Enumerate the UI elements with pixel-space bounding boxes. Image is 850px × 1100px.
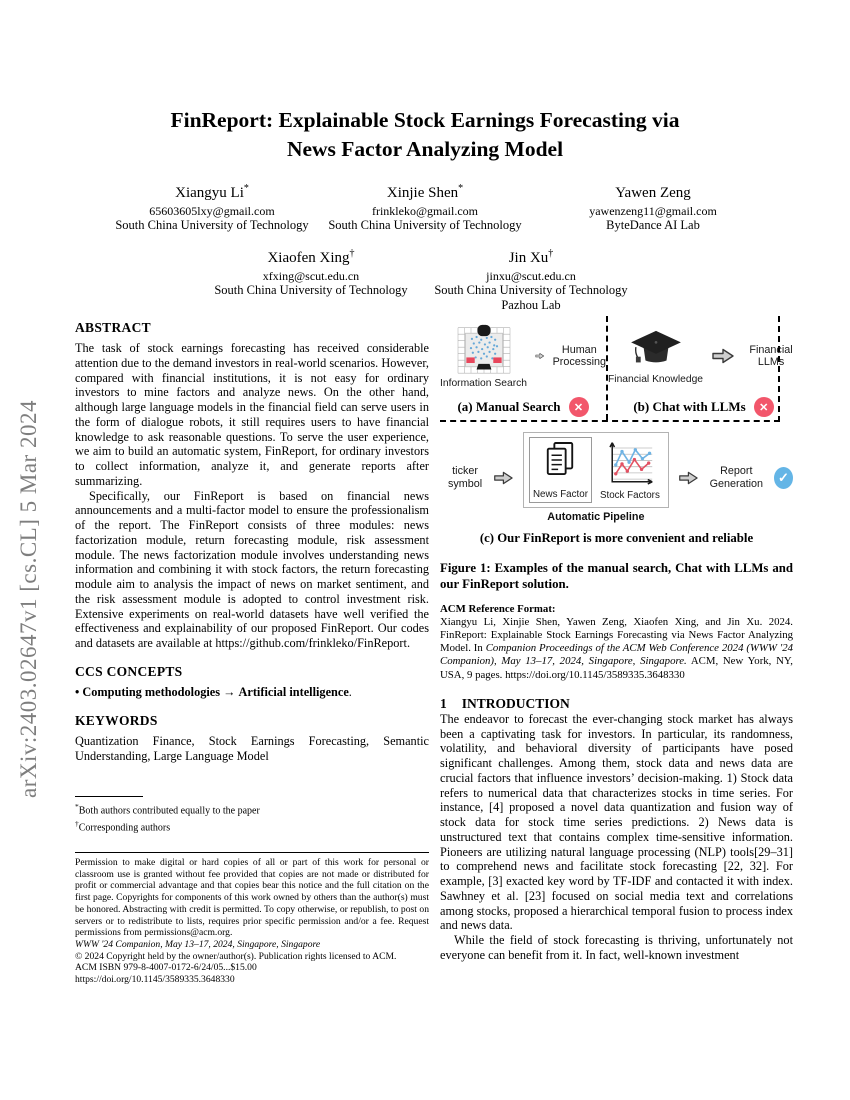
copyright-block bbox=[75, 852, 429, 986]
github-link[interactable]: https://github.com/frinkleko/FinReport bbox=[215, 636, 407, 650]
report-generation-label: Report Generation bbox=[709, 465, 763, 490]
footnote-equal-contribution: *Both authors contributed equally to the paper bbox=[75, 802, 260, 817]
author-block-2 bbox=[328, 179, 521, 233]
rightwards-arrow: → bbox=[220, 684, 239, 699]
author-email: yawenzeng11@gmail.com bbox=[589, 204, 717, 218]
figure-top-row bbox=[440, 316, 793, 422]
author-sup: † bbox=[548, 248, 554, 259]
abstract-paragraph-2: Specifically, our FinReport is based on financial news announcements and a multi-factor model to ensure the professionalism of the report. The FinReport consists of three modules: news factorization module, return forecasting module, risk assessment module. The news factorization module involves understanding news information and combining it with stock factors, the return forecasting module aim to analysis the impact of news on market sentiment, and the risk assessment module is adopted to control investment risk. Extensive experiments on real-world datasets have well verified the effectiveness and explainability of our proposed FinReport. Our codes and datasets are available at https://github.com/frinkleko/FinReport. bbox=[75, 488, 429, 650]
figure-panel-c bbox=[440, 422, 793, 546]
figure-1 bbox=[440, 316, 793, 546]
isbn-line: ACM ISBN 979-8-4007-0172-6/24/05...$15.00 bbox=[75, 962, 257, 974]
financial-llms-label: Financial LLMs bbox=[749, 343, 793, 368]
stock-factors-module bbox=[597, 437, 663, 503]
author-email: 65603605lxy@gmail.com bbox=[149, 204, 275, 218]
figure-panel-a bbox=[440, 316, 608, 420]
copyright-line: © 2024 Copyright held by the owner/author(s). Publication rights licensed to ACM. bbox=[75, 950, 397, 962]
financial-knowledge-stack bbox=[608, 328, 703, 385]
paper-title bbox=[0, 106, 850, 164]
information-search-stack bbox=[440, 324, 527, 389]
author-sup: * bbox=[243, 183, 249, 194]
figure-1-caption: Figure 1: Examples of the manual search, Chat with LLMs and our FinReport solution. bbox=[440, 561, 793, 591]
pipeline-box bbox=[523, 432, 669, 508]
author-name: Xiaofen Xing† bbox=[267, 248, 355, 266]
keywords-text: Quantization Finance, Stock Earnings Forecasting, Semantic Understanding, Large Language Model bbox=[75, 733, 429, 763]
author-affiliation: South China University of Technology bbox=[434, 283, 628, 297]
author-name: Xinjie Shen* bbox=[386, 183, 464, 201]
introduction-paragraph-2: While the field of stock forecasting is thriving, unfortunately not everyone can benefit from it. In fact, well-known investment bbox=[440, 933, 793, 962]
stock-factors-label: Stock Factors bbox=[599, 490, 660, 501]
author-name: Jin Xu† bbox=[508, 248, 554, 266]
panel-c-caption: (c) Our FinReport is more convenient and reliable bbox=[479, 531, 754, 545]
ccs-concepts-line: • Computing methodologies → Artificial intelligence. bbox=[75, 684, 352, 699]
error-cross-icon: ✕ bbox=[754, 397, 774, 417]
ticker-symbol-label: ticker symbol bbox=[447, 465, 483, 490]
author-name: Xiangyu Li* bbox=[175, 183, 249, 201]
block-arrow-icon bbox=[535, 347, 545, 365]
author-block-5 bbox=[434, 244, 627, 313]
arxiv-watermark: arXiv:2403.02647v1 [cs.CL] 5 Mar 2024 bbox=[16, 400, 41, 798]
author-block-1 bbox=[115, 179, 308, 233]
automatic-pipeline-label: Automatic Pipeline bbox=[547, 511, 645, 523]
author-email: jinxu@scut.edu.cn bbox=[486, 269, 576, 283]
abstract-paragraph-1: The task of stock earnings forecasting has received considerable attention due to the demand investors in real-world scenarios. However, compared with financial institutions, it is not easy for ordinary investors to mine factors and analyze news. On the other hand, although large language models in the financial field can serve users in the form of dialogue robots, it still requires users to have financial knowledge to ask reasonable questions. To serve the user experience, we aim to build an automatic system, FinReport, for ordinary investors to collect information, analyze it, and generate reports after summarizing. bbox=[75, 341, 429, 488]
information-search-label: Information Search bbox=[440, 377, 527, 389]
doi-line bbox=[75, 974, 429, 986]
left-column bbox=[75, 320, 429, 763]
author-sup: † bbox=[349, 248, 355, 259]
ccs-heading: CCS CONCEPTS bbox=[75, 663, 183, 679]
paper-title-line1: FinReport: Explainable Stock Earnings Forecasting via bbox=[170, 108, 680, 132]
panel-a-caption: (a) Manual Search ✕ bbox=[440, 394, 606, 420]
success-check-icon: ✓ bbox=[774, 467, 793, 489]
acm-doi-link[interactable]: https://doi.org/10.1145/3589335.3648330 bbox=[505, 668, 685, 681]
right-column bbox=[440, 316, 793, 963]
keywords-heading: KEYWORDS bbox=[75, 712, 158, 728]
information-search-icon bbox=[454, 324, 514, 376]
author-affiliation: Pazhou Lab bbox=[501, 298, 561, 312]
block-arrow-icon bbox=[678, 469, 699, 487]
introduction-heading: 1 INTRODUCTION bbox=[440, 695, 570, 711]
introduction-text bbox=[440, 712, 793, 963]
section-number: 1 bbox=[440, 695, 447, 711]
permission-text: Permission to make digital or hard copies of all or part of this work for personal or classroom use is granted without fee provided that copies are not made or distributed for profit or commercial advantage and that copies bear this notice and the full citation on the first page. Copyrights for components of this work owned by others than the author(s) must be honored. Abstracting with credit is permitted. To copy otherwise, or republish, to post on servers or to redistribute to lists, requires prior specific permission and/or a fee. Request permissions from permissions@acm.org. bbox=[75, 857, 429, 939]
graduation-cap-icon bbox=[629, 328, 683, 372]
documents-icon bbox=[544, 441, 576, 477]
panel-b-content bbox=[608, 316, 799, 394]
error-cross-icon: ✕ bbox=[569, 397, 589, 417]
copyright-rule bbox=[75, 852, 429, 853]
abstract-heading: ABSTRACT bbox=[75, 320, 151, 335]
author-affiliation: South China University of Technology bbox=[328, 218, 522, 232]
stock-chart-icon bbox=[603, 440, 657, 488]
block-arrow-icon bbox=[493, 469, 514, 487]
author-affiliation: ByteDance AI Lab bbox=[606, 218, 700, 232]
panel-b-caption: (b) Chat with LLMs ✕ bbox=[608, 394, 799, 420]
human-processing-label: Human Processing bbox=[552, 343, 607, 368]
venue-line: WWW '24 Companion, May 13–17, 2024, Singapore, Singapore bbox=[75, 938, 321, 950]
author-email: xfxing@scut.edu.cn bbox=[262, 269, 360, 283]
introduction-paragraph-1: The endeavor to forecast the ever-changing stock market has always been a captivating task for investors. In particular, its randomness, volatility, and behavioral diversity of participants have posed significant challenges. Among them, stock data and news data are crucial factors that influence investors’ decision-making. 1) Stock data refers to numerical data that characterizes stocks in time series. For instance, [4] proposed a novel data quantization and fusion way of stock data for stock time series predictions. 2) News data is unstructured text that contains complex time-sensitive information. Pioneers are utilizing natural language processing (NLP) tools[29–31] to comprehend news and facilitate stock forecasting [22, 32]. For example, [3] exacted key word by TF-IDF and contacted it with index. Sawhney et al. [23] focused on social media text and correlations among stocks, proposed a hierarchical temporal fusion to process index and news data. bbox=[440, 711, 793, 933]
author-email: frinkleko@gmail.com bbox=[371, 204, 479, 218]
acm-reference-heading: ACM Reference Format: bbox=[440, 602, 556, 615]
author-name: Yawen Zeng bbox=[615, 185, 691, 201]
author-footnotes bbox=[75, 796, 429, 835]
acm-reference-format bbox=[440, 603, 793, 682]
acm-reference-text: Xiangyu Li, Xinjie Shen, Yawen Zeng, Xiaofen Xing, and Jin Xu. 2024. FinReport: Explainable Stock Earnings Forecasting via News Factor Analyzing Model. In Companion Proceedings of the ACM Web Conference 2024 (WWW '24 Companion), May 13–17, 2024, Singapore, Singapore. ACM, New York, NY, USA, 9 pages. https://doi.org/10.1145/3589335.3648330 bbox=[440, 615, 793, 681]
panel-c-content bbox=[440, 432, 793, 523]
financial-knowledge-label: Financial Knowledge bbox=[608, 373, 704, 385]
footnote-corresponding: †Corresponding authors bbox=[75, 819, 171, 834]
author-sup: * bbox=[458, 183, 464, 194]
author-block-3 bbox=[589, 179, 717, 233]
author-block-4 bbox=[214, 244, 407, 298]
doi-link[interactable]: https://doi.org/10.1145/3589335.3648330 bbox=[75, 974, 235, 986]
block-arrow-icon bbox=[711, 347, 735, 365]
news-factor-module bbox=[529, 437, 592, 503]
abstract-text bbox=[75, 341, 429, 651]
author-affiliation: South China University of Technology bbox=[214, 283, 408, 297]
paper-title-line2: News Factor Analyzing Model bbox=[286, 137, 564, 161]
figure-panel-b bbox=[608, 316, 799, 420]
news-factor-label: News Factor bbox=[532, 489, 588, 500]
author-affiliation: South China University of Technology bbox=[115, 218, 309, 232]
footnote-rule bbox=[75, 796, 143, 797]
panel-a-content bbox=[440, 316, 606, 394]
automatic-pipeline bbox=[523, 432, 669, 523]
